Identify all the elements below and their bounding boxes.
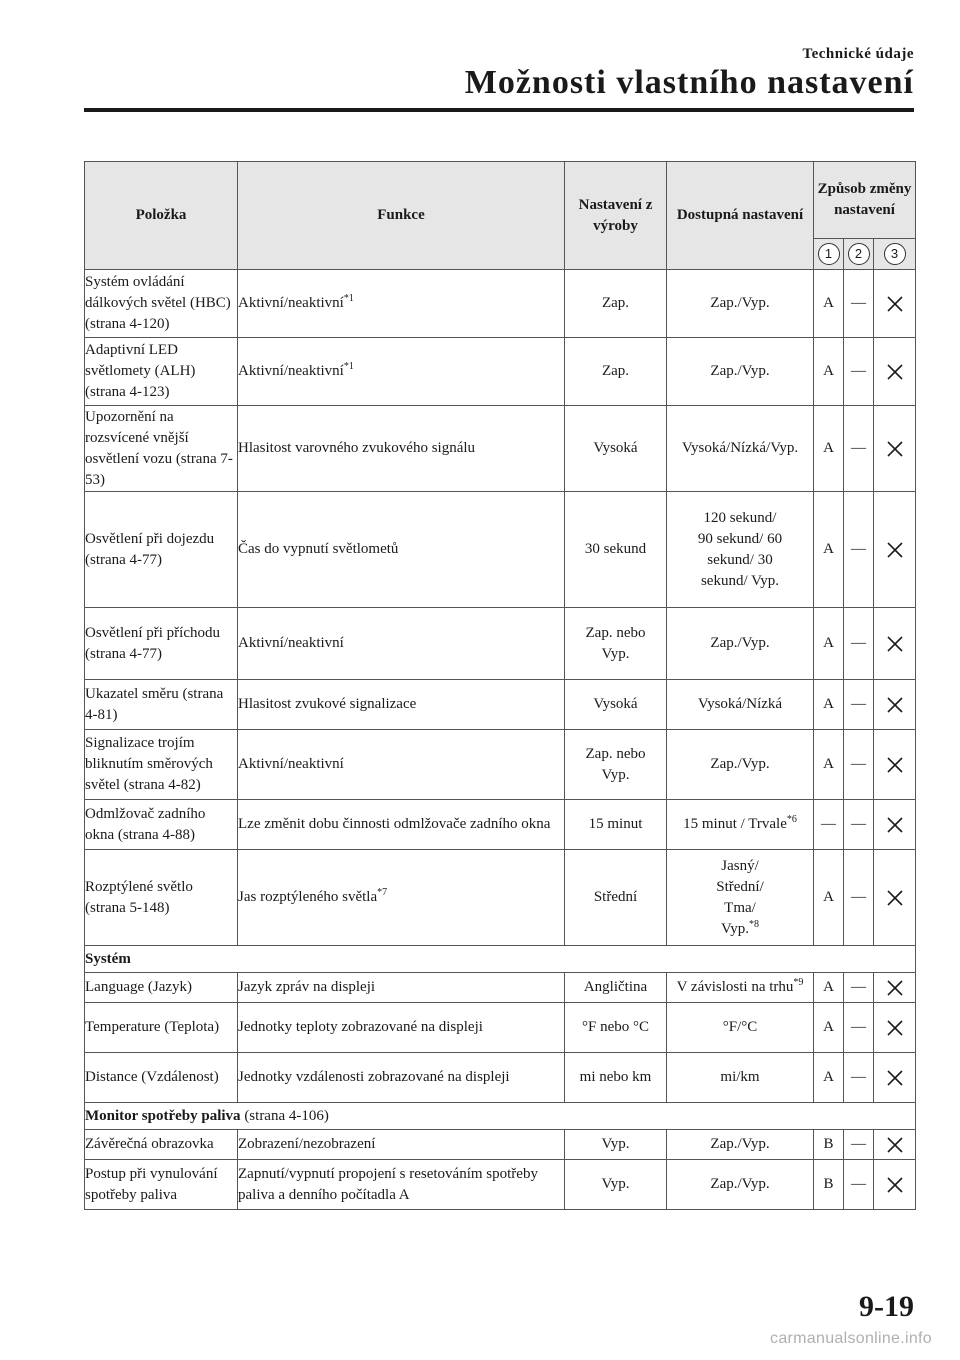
group-row-system bbox=[85, 946, 916, 973]
cell-item: Postup při vynulování spotřeby paliva bbox=[85, 1160, 238, 1210]
cell-method-1: A bbox=[814, 973, 844, 1003]
group-label: Systém bbox=[85, 946, 916, 973]
cell-item: Ukazatel směru (strana 4-81) bbox=[85, 680, 238, 730]
method-number-2 bbox=[844, 239, 874, 270]
cell-method-2: — bbox=[844, 338, 874, 406]
cross-icon bbox=[887, 817, 903, 833]
cell-factory: Zap. bbox=[565, 338, 667, 406]
cell-factory: Zap. nebo Vyp. bbox=[565, 608, 667, 680]
cell-method-3 bbox=[874, 608, 916, 680]
cell-method-2: — bbox=[844, 850, 874, 946]
cross-icon bbox=[887, 364, 903, 380]
cell-method-3 bbox=[874, 406, 916, 492]
cell-method-3 bbox=[874, 800, 916, 850]
cell-factory: mi nebo km bbox=[565, 1053, 667, 1103]
cell-item: Distance (Vzdálenost) bbox=[85, 1053, 238, 1103]
cell-available: Zap./Vyp. bbox=[667, 338, 814, 406]
cross-icon bbox=[887, 542, 903, 558]
cell-method-2: — bbox=[844, 730, 874, 800]
cell-item: Adaptivní LED světlomety (ALH) (strana 4-123) bbox=[85, 338, 238, 406]
table-row bbox=[85, 406, 916, 492]
section-label: Technické údaje bbox=[802, 46, 914, 62]
cross-icon bbox=[887, 890, 903, 906]
cross-icon bbox=[887, 1020, 903, 1036]
cell-available: 120 sekund/ 90 sekund/ 60 sekund/ 30 sekund/ Vyp. bbox=[667, 492, 814, 608]
cell-method-1: A bbox=[814, 1053, 844, 1103]
col-header-method: Způsob změny nastavení bbox=[814, 162, 916, 239]
table-row bbox=[85, 270, 916, 338]
cell-function: Aktivní/neaktivní bbox=[238, 730, 565, 800]
cell-item: Language (Jazyk) bbox=[85, 973, 238, 1003]
cross-icon bbox=[887, 636, 903, 652]
cell-method-1: A bbox=[814, 492, 844, 608]
cell-factory: Vysoká bbox=[565, 406, 667, 492]
cell-available: Zap./Vyp. bbox=[667, 1160, 814, 1210]
circled-number-2: 2 bbox=[848, 243, 870, 265]
cell-item: Osvětlení při příchodu (strana 4-77) bbox=[85, 608, 238, 680]
cell-item: Závěrečná obrazovka bbox=[85, 1130, 238, 1160]
table-row bbox=[85, 973, 916, 1003]
cell-method-3 bbox=[874, 492, 916, 608]
table-row bbox=[85, 850, 916, 946]
cell-item: Upozornění na rozsvícené vnější osvětlení vozu (strana 7-53) bbox=[85, 406, 238, 492]
cell-method-3 bbox=[874, 850, 916, 946]
cross-icon bbox=[887, 441, 903, 457]
group-label: Monitor spotřeby paliva (strana 4-106) bbox=[85, 1103, 916, 1130]
cell-method-1: A bbox=[814, 270, 844, 338]
cell-factory: Střední bbox=[565, 850, 667, 946]
table-row bbox=[85, 1160, 916, 1210]
cell-available: Vysoká/Nízká bbox=[667, 680, 814, 730]
cell-method-3 bbox=[874, 1053, 916, 1103]
table-row bbox=[85, 1003, 916, 1053]
cell-available: Zap./Vyp. bbox=[667, 730, 814, 800]
cell-function: Aktivní/neaktivní$^{*1}$ bbox=[238, 270, 565, 338]
cell-factory: Vysoká bbox=[565, 680, 667, 730]
col-header-available: Dostupná nastavení bbox=[667, 162, 814, 270]
cell-function: Jazyk zpráv na displeji bbox=[238, 973, 565, 1003]
col-header-function: Funkce bbox=[238, 162, 565, 270]
cell-method-1: A bbox=[814, 338, 844, 406]
cross-icon bbox=[887, 757, 903, 773]
cell-available: 15 minut / Trvale$^{*6}$ bbox=[667, 800, 814, 850]
cell-factory: Zap. nebo Vyp. bbox=[565, 730, 667, 800]
cell-factory: 30 sekund bbox=[565, 492, 667, 608]
watermark: carmanualsonline.info bbox=[770, 1330, 932, 1347]
method-number-1 bbox=[814, 239, 844, 270]
cell-available: Zap./Vyp. bbox=[667, 608, 814, 680]
cell-function: Jednotky teploty zobrazované na displeji bbox=[238, 1003, 565, 1053]
cell-item: Odmlžovač zadního okna (strana 4-88) bbox=[85, 800, 238, 850]
cell-available: V závislosti na trhu$^{*9}$ bbox=[667, 973, 814, 1003]
cell-method-1: A bbox=[814, 406, 844, 492]
cell-function: Hlasitost varovného zvukového signálu bbox=[238, 406, 565, 492]
col-header-factory: Nastavení z výroby bbox=[565, 162, 667, 270]
cell-method-2: — bbox=[844, 406, 874, 492]
cell-function: Jednotky vzdálenosti zobrazované na displeji bbox=[238, 1053, 565, 1103]
cell-item: Temperature (Teplota) bbox=[85, 1003, 238, 1053]
cell-method-1: A bbox=[814, 1003, 844, 1053]
cell-function: Lze změnit dobu činnosti odmlžovače zadního okna bbox=[238, 800, 565, 850]
circled-number-1: 1 bbox=[818, 243, 840, 265]
cell-factory: Zap. bbox=[565, 270, 667, 338]
group-row-fuel-monitor bbox=[85, 1103, 916, 1130]
cell-method-1: A bbox=[814, 680, 844, 730]
cell-available: mi/km bbox=[667, 1053, 814, 1103]
cell-factory: Vyp. bbox=[565, 1160, 667, 1210]
cell-item: Systém ovládání dálkových světel (HBC) (strana 4-120) bbox=[85, 270, 238, 338]
cell-available: Zap./Vyp. bbox=[667, 270, 814, 338]
cell-item: Rozptýlené světlo (strana 5-148) bbox=[85, 850, 238, 946]
cell-available: Zap./Vyp. bbox=[667, 1130, 814, 1160]
cell-function: Zobrazení/nezobrazení bbox=[238, 1130, 565, 1160]
circled-number-3: 3 bbox=[884, 243, 906, 265]
cross-icon bbox=[887, 296, 903, 312]
cross-icon bbox=[887, 697, 903, 713]
cell-method-3 bbox=[874, 680, 916, 730]
cell-available: Jasný/ Střední/ Tma/ Vyp.$^{*8}$ bbox=[667, 850, 814, 946]
page-title: Možnosti vlastního nastavení bbox=[464, 64, 914, 101]
cell-function: Jas rozptýleného světla$^{*7}$ bbox=[238, 850, 565, 946]
cell-method-2: — bbox=[844, 680, 874, 730]
cell-factory: °F nebo °C bbox=[565, 1003, 667, 1053]
table-row bbox=[85, 608, 916, 680]
cell-method-2: — bbox=[844, 1130, 874, 1160]
cell-factory: Vyp. bbox=[565, 1130, 667, 1160]
cell-item: Osvětlení při dojezdu (strana 4-77) bbox=[85, 492, 238, 608]
col-header-item: Položka bbox=[85, 162, 238, 270]
cell-method-2: — bbox=[844, 973, 874, 1003]
cell-function: Hlasitost zvukové signalizace bbox=[238, 680, 565, 730]
cell-method-3 bbox=[874, 1130, 916, 1160]
cross-icon bbox=[887, 1070, 903, 1086]
cell-method-1: B bbox=[814, 1160, 844, 1210]
cross-icon bbox=[887, 980, 903, 996]
cell-method-2: — bbox=[844, 1160, 874, 1210]
table-row bbox=[85, 680, 916, 730]
cross-icon bbox=[887, 1137, 903, 1153]
cell-method-2: — bbox=[844, 492, 874, 608]
cell-method-1: A bbox=[814, 608, 844, 680]
table-row bbox=[85, 800, 916, 850]
table-row bbox=[85, 338, 916, 406]
cell-function: Aktivní/neaktivní$^{*1}$ bbox=[238, 338, 565, 406]
cell-method-1: A bbox=[814, 850, 844, 946]
table-row bbox=[85, 730, 916, 800]
cell-method-2: — bbox=[844, 1053, 874, 1103]
cell-method-2: — bbox=[844, 608, 874, 680]
cell-method-1: B bbox=[814, 1130, 844, 1160]
cell-method-2: — bbox=[844, 800, 874, 850]
cell-method-3 bbox=[874, 1160, 916, 1210]
cell-item: Signalizace trojím bliknutím směrových světel (strana 4-82) bbox=[85, 730, 238, 800]
page-number: 9-19 bbox=[859, 1290, 914, 1323]
cell-function: Čas do vypnutí světlometů bbox=[238, 492, 565, 608]
cell-method-1: — bbox=[814, 800, 844, 850]
cell-method-3 bbox=[874, 730, 916, 800]
cell-method-2: — bbox=[844, 270, 874, 338]
table-row bbox=[85, 492, 916, 608]
cell-function: Zapnutí/vypnutí propojení s resetováním spotřeby paliva a denního počítadla A bbox=[238, 1160, 565, 1210]
cross-icon bbox=[887, 1177, 903, 1193]
cell-function: Aktivní/neaktivní bbox=[238, 608, 565, 680]
table-row bbox=[85, 1130, 916, 1160]
settings-table bbox=[84, 161, 916, 1210]
cell-method-3 bbox=[874, 270, 916, 338]
cell-factory: Angličtina bbox=[565, 973, 667, 1003]
cell-factory: 15 minut bbox=[565, 800, 667, 850]
cell-method-1: A bbox=[814, 730, 844, 800]
cell-method-3 bbox=[874, 973, 916, 1003]
cell-method-3 bbox=[874, 338, 916, 406]
method-number-3 bbox=[874, 239, 916, 270]
table-row bbox=[85, 1053, 916, 1103]
cell-method-2: — bbox=[844, 1003, 874, 1053]
cell-available: Vysoká/Nízká/Vyp. bbox=[667, 406, 814, 492]
cell-method-3 bbox=[874, 1003, 916, 1053]
title-rule bbox=[84, 108, 914, 112]
cell-available: °F/°C bbox=[667, 1003, 814, 1053]
